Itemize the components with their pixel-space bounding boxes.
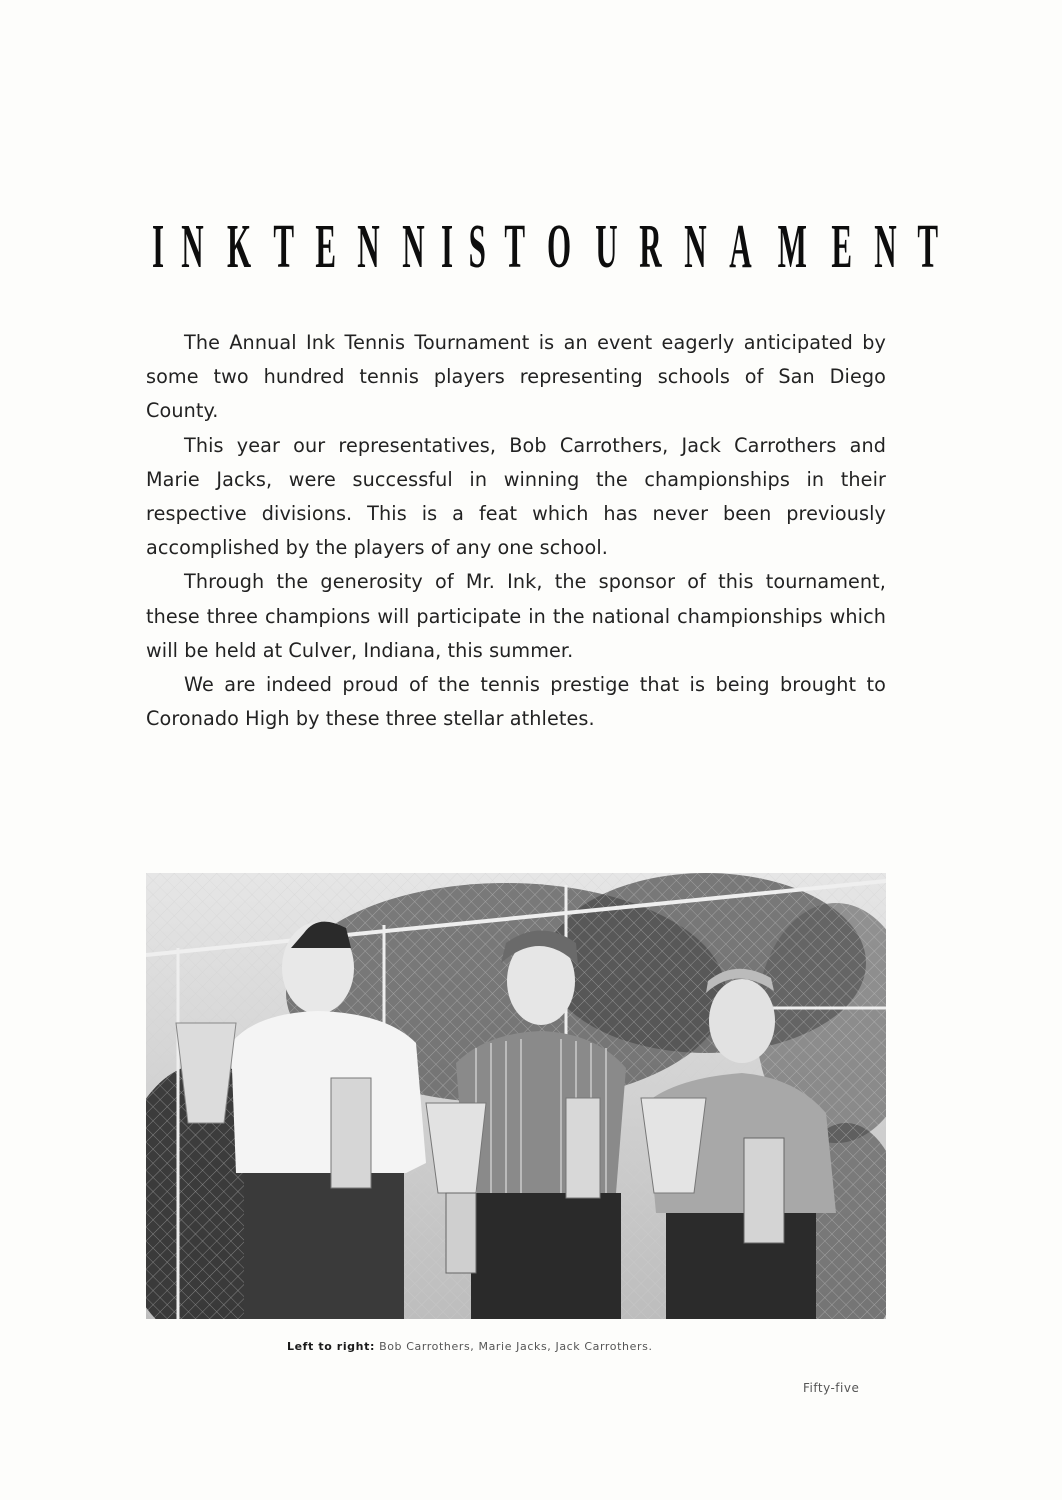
title-letter: I	[441, 212, 454, 281]
page-title	[146, 212, 939, 281]
paragraph: Through the generosity of Mr. Ink, the sponsor of this tournament, these three champions will participate in the national championships which will be held at Culver, Indiana, this summer.	[146, 570, 886, 662]
title-letter: R	[639, 212, 663, 281]
photo-caption	[287, 1340, 653, 1353]
article-body	[146, 326, 886, 736]
title-letter: T	[273, 212, 295, 281]
paragraph: The Annual Ink Tennis Tournament is an event eagerly anticipated by some two hundred tennis players representing schools of San Diego County.	[146, 331, 886, 423]
title-letter: M	[777, 212, 807, 281]
photo-tennis-champions	[146, 873, 886, 1319]
title-letter: I	[152, 212, 165, 281]
title-letter: E	[831, 212, 853, 281]
title-letter: K	[226, 212, 252, 281]
title-letter: N	[873, 212, 897, 281]
caption-names: Bob Carrothers, Marie Jacks, Jack Carrothers.	[379, 1340, 653, 1353]
caption-lead: Left to right:	[287, 1340, 375, 1353]
title-letter: E	[314, 212, 336, 281]
title-letter: O	[547, 212, 572, 281]
title-letter: N	[684, 212, 707, 281]
title-letter: U	[594, 212, 618, 281]
title-letter: N	[357, 212, 380, 281]
title-letter: N	[181, 212, 204, 281]
title-letter: T	[504, 212, 526, 281]
title-letter: S	[468, 212, 486, 281]
title-letter: T	[917, 212, 939, 281]
page-number: Fifty-five	[803, 1381, 860, 1395]
paragraph: We are indeed proud of the tennis prestige that is being brought to Coronado High by these three stellar athletes.	[146, 673, 886, 731]
title-letter: N	[401, 212, 425, 281]
photo-illustration	[146, 873, 886, 1319]
paragraph: This year our representatives, Bob Carrothers, Jack Carrothers and Marie Jacks, were successful in winning the championships in their respective divisions. This is a feat which has never been previously accomplished by the players of any one school.	[146, 433, 886, 560]
title-letter: A	[729, 212, 752, 281]
